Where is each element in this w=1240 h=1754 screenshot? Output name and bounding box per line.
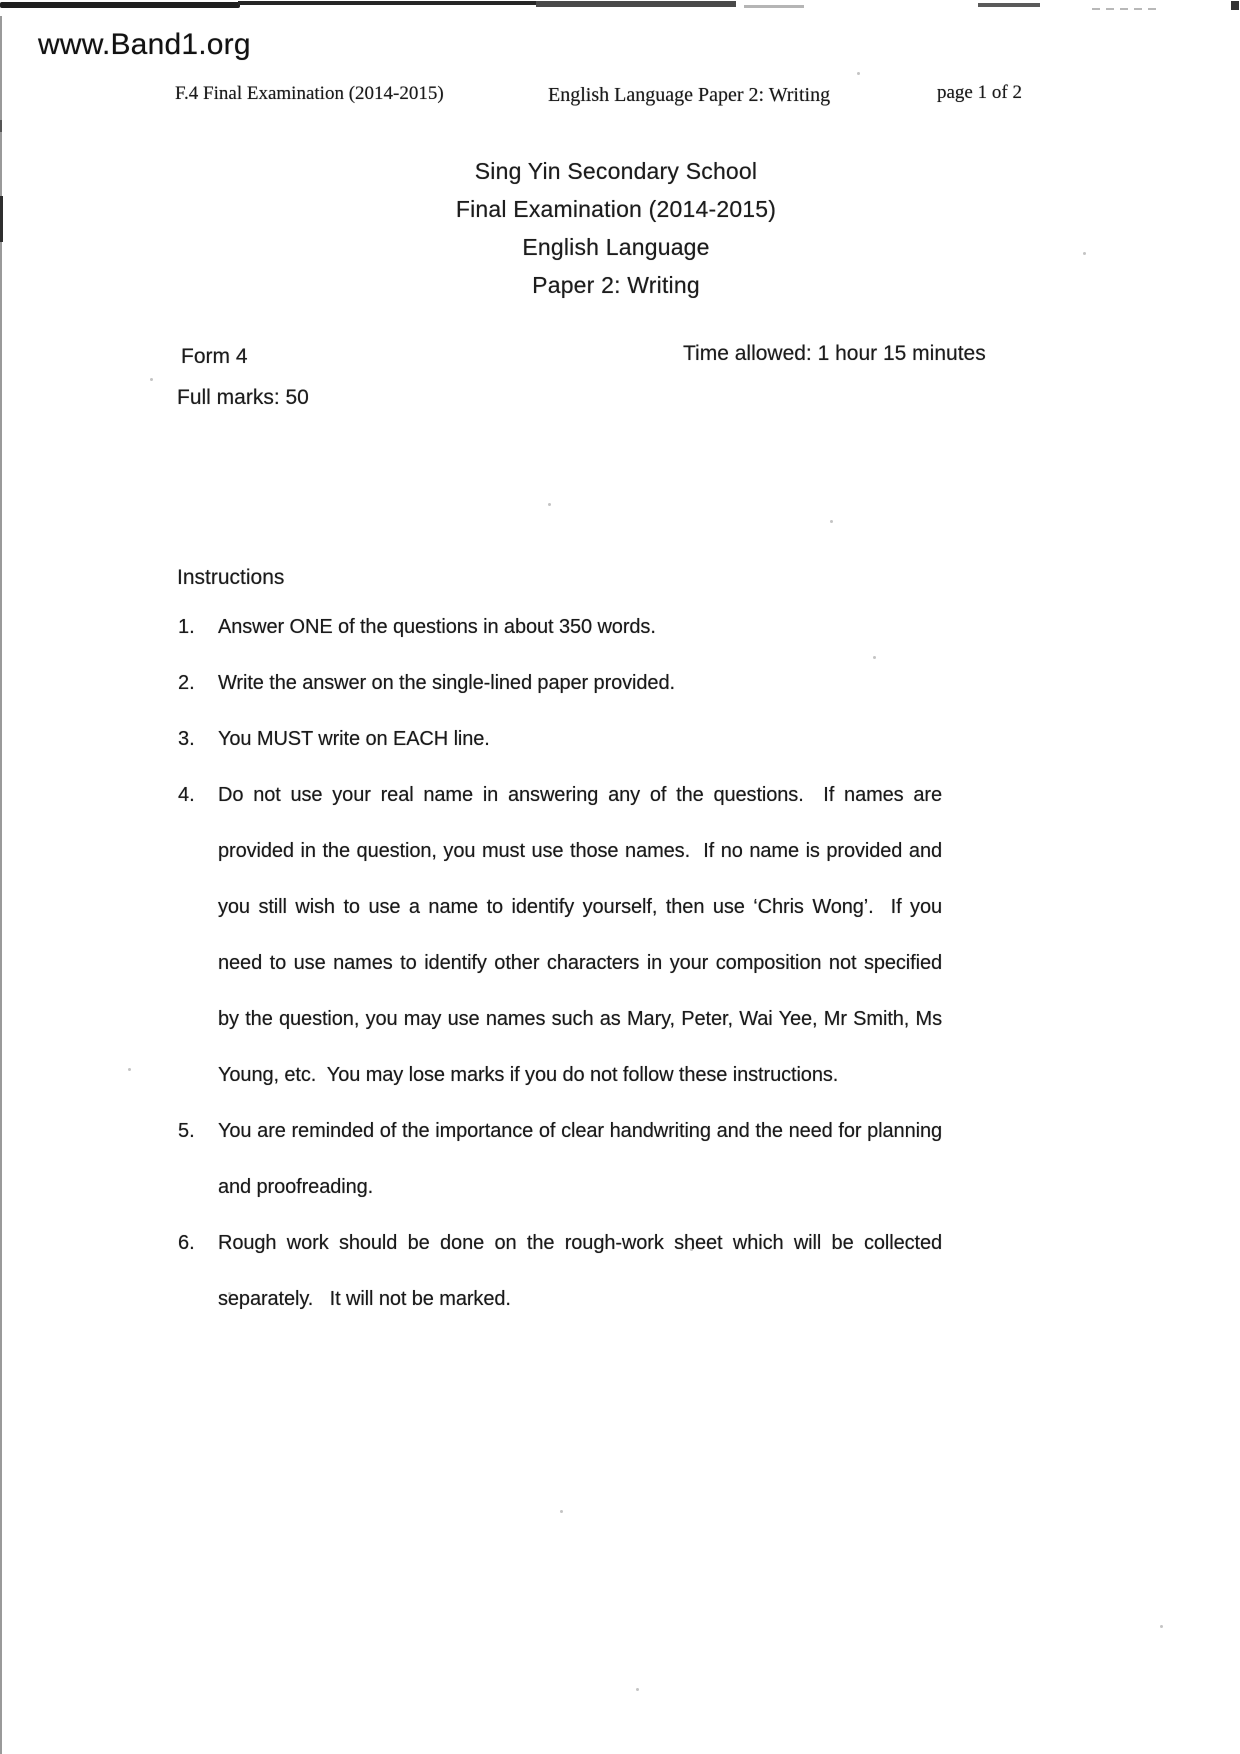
instruction-text: Do not use your real name in answering any of the questions. If names are provided in the question, you must use those names. If no name is provided and you still wish to use a name to identify yourself, then use ‘Chris Wong’. If you need to use names to identify other characters in your composition not specified by the question, you may use names such as Mary, Peter, Wai Yee, Mr Smith, Ms Young, etc. You may lose marks if you do not follow these instructions. [218, 784, 948, 1086]
header-exam-title: F.4 Final Examination (2014-2015) [175, 83, 444, 104]
scan-artifact-corner-mark [1231, 1, 1239, 10]
instructions-heading: Instructions [177, 566, 285, 589]
scan-artifact-top-bar [0, 2, 240, 8]
instruction-item [178, 655, 942, 711]
scan-artifact-left-tick [0, 120, 2, 132]
instruction-number: 5. [178, 1120, 195, 1142]
scan-speck [128, 1068, 131, 1071]
instruction-item [178, 599, 942, 655]
scan-artifact-top-dash [978, 3, 1040, 7]
scan-speck [548, 503, 551, 506]
title-exam-name: Final Examination (2014-2015) [455, 196, 777, 222]
title-school-name: Sing Yin Secondary School [474, 158, 758, 184]
scan-speck [150, 378, 153, 381]
scan-speck [560, 1510, 563, 1513]
scan-speck [857, 72, 860, 75]
instruction-text: Answer ONE of the questions in about 350 words. [218, 616, 656, 638]
scan-artifact-top-dash [1092, 8, 1162, 10]
header-page-number: page 1 of 2 [937, 82, 1022, 103]
scan-speck [830, 520, 833, 523]
instruction-text: You MUST write on EACH line. [218, 728, 490, 750]
header-paper-title: English Language Paper 2: Writing [548, 84, 831, 106]
instruction-item [178, 711, 942, 767]
title-subject: English Language [522, 234, 710, 260]
scan-speck [1160, 1625, 1163, 1628]
instruction-number: 4. [178, 784, 195, 806]
instruction-text: You are reminded of the importance of clear handwriting and the need for planning and proofreading. [218, 1120, 948, 1198]
scan-speck [636, 1688, 639, 1691]
instruction-number: 1. [178, 616, 195, 638]
watermark-url: www.Band1.org [38, 28, 251, 61]
instruction-text: Rough work should be done on the rough-work sheet which will be collected separately. It will not be marked. [218, 1232, 948, 1310]
scan-artifact-top-dash [744, 5, 804, 8]
scan-artifact-top-bar [536, 1, 736, 7]
title-paper: Paper 2: Writing [532, 272, 700, 298]
instruction-item [178, 1103, 948, 1215]
instruction-number: 6. [178, 1232, 195, 1254]
instruction-text: Write the answer on the single-lined paper provided. [218, 672, 675, 694]
title-block [0, 152, 1232, 304]
instruction-item [178, 767, 948, 1103]
time-allowed-label: Time allowed: 1 hour 15 minutes [683, 342, 986, 365]
form-label: Form 4 [181, 345, 248, 368]
full-marks-label: Full marks: 50 [177, 386, 309, 409]
instruction-number: 2. [178, 672, 195, 694]
instruction-number: 3. [178, 728, 195, 750]
scan-artifact-top-bar [238, 1, 538, 5]
instruction-item [178, 1215, 948, 1327]
instructions-list [178, 599, 948, 1327]
